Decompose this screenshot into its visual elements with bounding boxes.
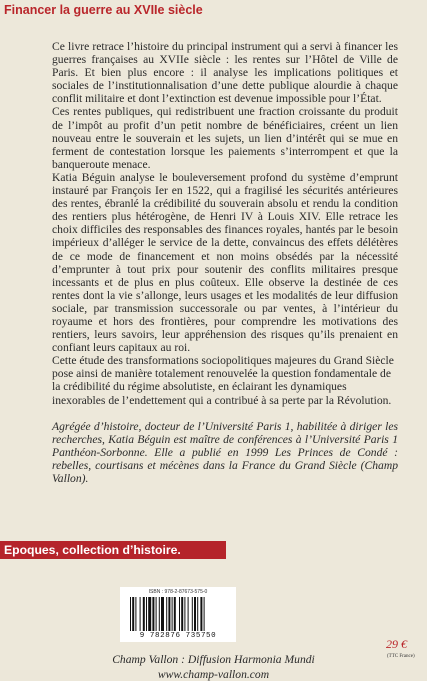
summary-paragraph-1: Ce livre retrace l’histoire du principal instrument qui a servi à financer les guerres françaises au XVIIe siècle : les rentes sur l’Hôtel de Ville de Paris. Et bien plus encore : il analyse les implications politiques et sociales de l’institutionnalisation d’une dette publique alourdie à chaque conflit militaire et dont l’extinction est devenue impossible pour l’État. [52, 40, 398, 106]
summary-paragraph-4: Cette étude des transformations sociopolitiques majeures du Grand Siècle pose ainsi de manière totalement renouvelée la question fondamentale de la crédibilité du régime absolutiste, en éclairant les dynamiques inexorables de l’endettement qui a contribué à sa perte par la Révolution. [52, 354, 394, 407]
isbn-barcode-block [120, 587, 236, 642]
collection-banner [0, 541, 226, 559]
summary-text [52, 40, 398, 485]
author-bio: Agrégée d’histoire, docteur de l’Université Paris 1, habilitée à diriger les recherches, Katia Béguin est maître de conférences à l’Université Paris 1 Panthéon-Sorbonne. Elle a publié en 1999 Les Princes de Condé : rebelles, courtisans et mécènes dans la France du Grand Siècle (Champ Vallon). [52, 419, 398, 485]
distribution-line: Champ Vallon : Diffusion Harmonia Mundi [112, 653, 315, 666]
barcode-number: 9 782876 735750 [139, 632, 217, 640]
barcode-icon [128, 597, 228, 631]
spacer [52, 407, 398, 420]
price: 29 € [386, 637, 407, 651]
website-line: www.champ-vallon.com [157, 668, 270, 681]
book-title: Financer la guerre au XVIIe siècle [4, 3, 203, 17]
price-note: (TTC France) [387, 654, 415, 659]
collection-label: Epoques, collection d’histoire. [4, 543, 181, 557]
isbn-label: ISBN : 978-2-87673-575-0 [148, 589, 208, 595]
summary-paragraph-2: Ces rentes publiques, qui redistribuent une fraction croissante du produit de l’impôt au profit d’un petit nombre de bénéficiaires, créent un lien nouveau entre le souverain et les sujets, un lien d’intérêt qui se mue en ferment de contestation lorsque les paiements s’interrompent et que la banqueroute menace. [52, 105, 398, 171]
summary-paragraph-3: Katia Béguin analyse le bouleversement profond du système d’emprunt instauré par François Ier en 1522, qui a fragilisé les sécurités antérieures des rentes, ébranlé la crédibilité du souverain absolu et rendu la condition des rentiers plus hétérogène, de Henri IV à Louis XIV. Elle retrace les choix difficiles des responsables des finances royales, hantés par le besoin impérieux d’alléger le service de la dette, convaincus des effets délétères de ce mode de financement et non moins obsédés par la nécessité d’emprunter à tout prix pour soutenir des conflits militaires presque incessants et de plus en plus coûteux. Elle observe la destinée de ces rentes dont la vie s’allonge, leurs usages et les modalités de leur diffusion sociale, par transmission successorale ou par ventes, à l’intérieur du royaume et hors des frontières, pour comprendre les motivations des rentiers, leurs savoirs, leur appréhension des risques qu’ils prenaient en confiant leurs capitaux au roi. [52, 170, 398, 355]
